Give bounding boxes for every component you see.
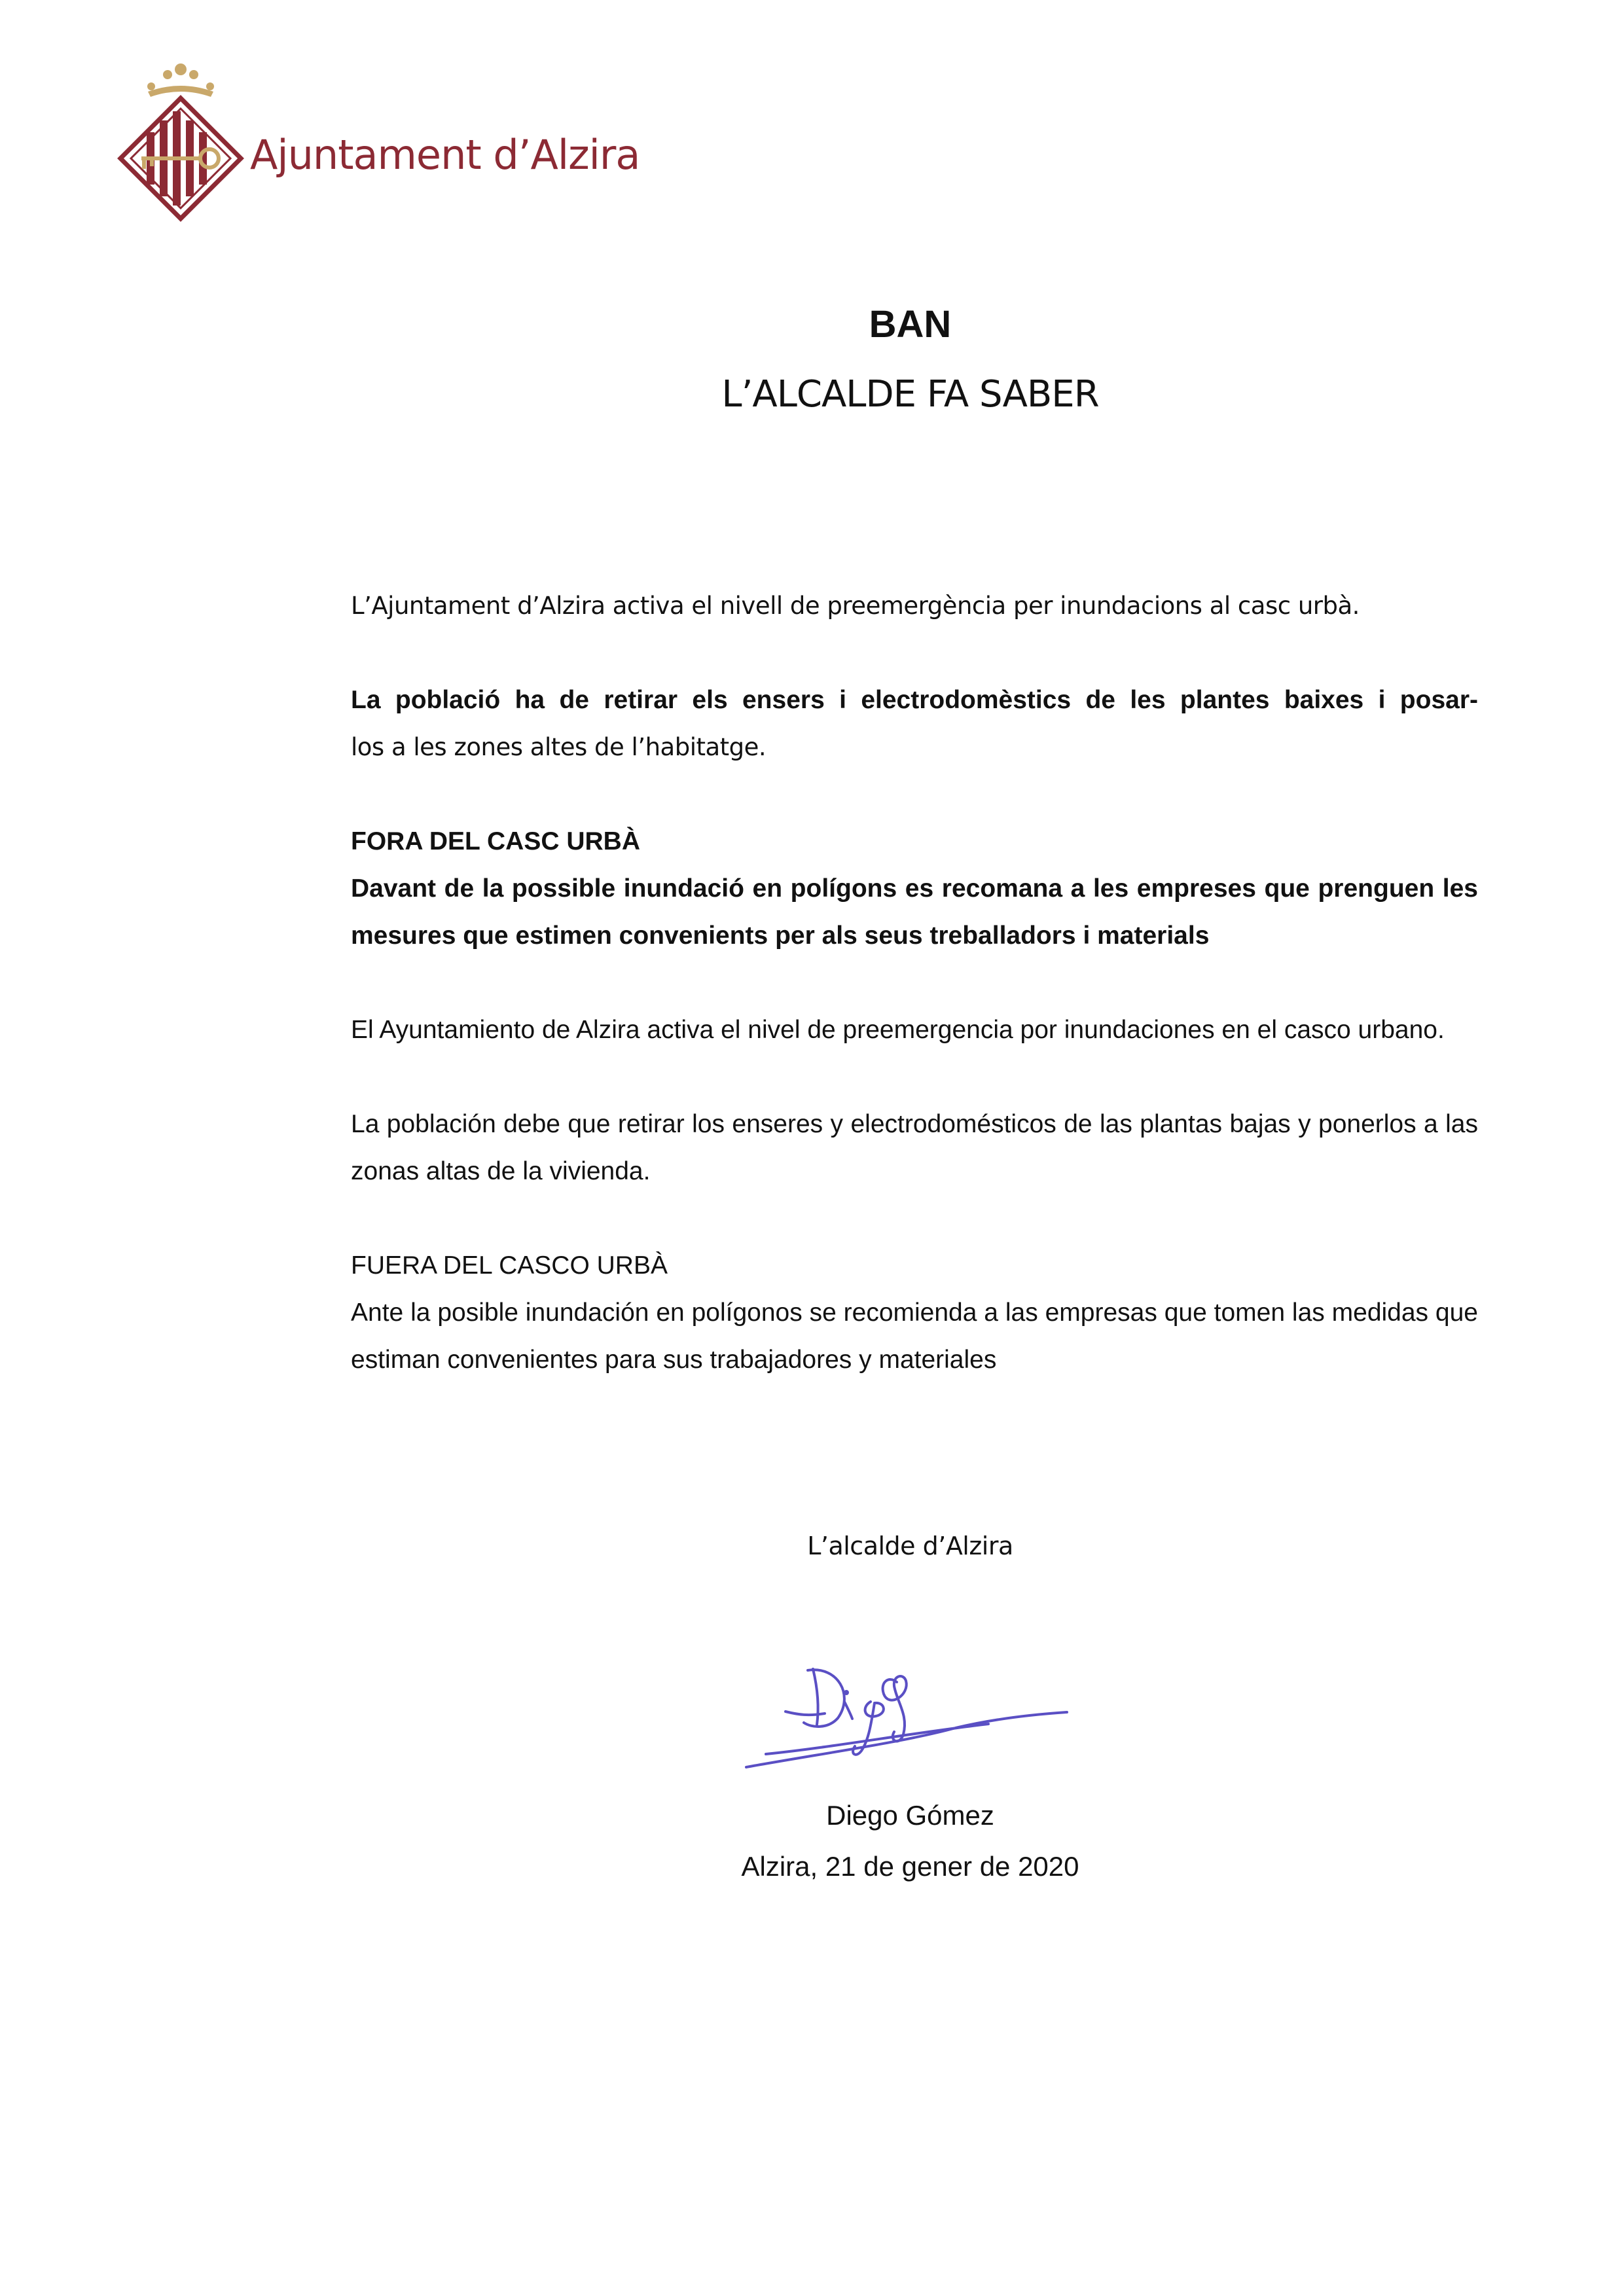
paragraph-outside-es bbox=[351, 1242, 1478, 1384]
population-instruction-bold: La població ha de retirar els ensers i electrodomèstics de les plantes baixes i posar- bbox=[351, 686, 1478, 714]
document-title: BAN bbox=[869, 303, 952, 346]
ajuntament-logo bbox=[115, 60, 640, 224]
closing-line: L’alcalde d’Alzira bbox=[807, 1532, 1013, 1560]
place-and-date: Alzira, 21 de gener de 2020 bbox=[741, 1851, 1079, 1882]
paragraph-outside-ca bbox=[351, 818, 1478, 960]
handwritten-signature-icon bbox=[740, 1656, 1080, 1780]
outside-heading-ca: FORA DEL CASC URBÀ bbox=[351, 827, 641, 855]
outside-body-es: Ante la posible inundación en polígonos se recomienda a las empresas que tomen las medidas que estiman convenientes para sus trabajadores y materiales bbox=[351, 1299, 1478, 1374]
notice-body bbox=[351, 583, 1478, 1431]
paragraph-population-es: La población debe que retirar los enseres y electrodomésticos de las plantas bajas y ponerlos a las zonas altas de la vivienda. bbox=[351, 1110, 1478, 1185]
signer-name: Diego Gómez bbox=[826, 1800, 994, 1831]
document-subtitle: L’ALCALDE FA SABER bbox=[721, 373, 1099, 416]
outside-body-ca: Davant de la possible inundació en polígons es recomana a les empreses que prenguen les mesures que estimen convenients per als seus treballadors i materials bbox=[351, 874, 1478, 950]
paragraph-activation-ca: L’Ajuntament d’Alzira activa el nivell de preemergència per inundacions al casc urbà. bbox=[351, 592, 1360, 620]
alzira-coat-of-arms-icon bbox=[115, 60, 246, 224]
paragraph-population-ca bbox=[351, 677, 1478, 771]
paragraph-activation-es: El Ayuntamiento de Alzira activa el nivel de preemergencia por inundaciones en el casco urbano. bbox=[351, 1016, 1445, 1044]
logo-text: Ajuntament d’Alzira bbox=[250, 131, 640, 179]
outside-heading-es: FUERA DEL CASCO URBÀ bbox=[351, 1251, 668, 1280]
population-instruction-rest: los a les zones altes de l’habitatge. bbox=[351, 733, 767, 761]
